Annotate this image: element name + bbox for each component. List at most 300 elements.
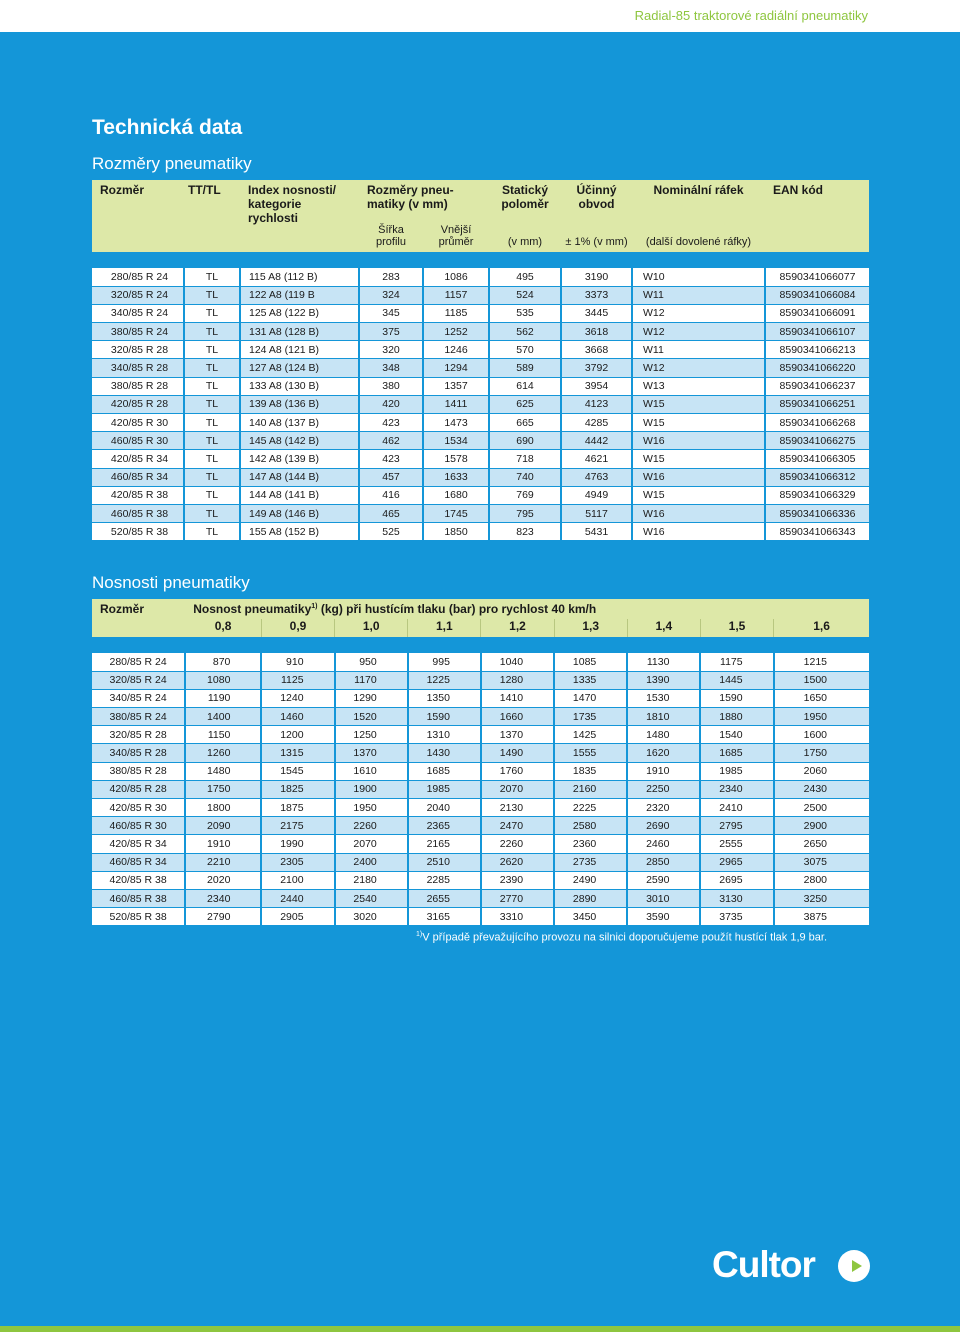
cell-load: 1430 [408,744,481,762]
cell-index: 142 A8 (139 B) [240,450,359,468]
cell-width: 416 [359,486,423,504]
cell-load: 1260 [185,744,261,762]
header-dims: Rozměry pneu- matiky (v mm) [367,183,454,211]
cell-index: 127 A8 (124 B) [240,359,359,377]
cell-tt: TL [184,395,240,413]
cell-static-radius: 740 [489,468,561,486]
cell-ean: 8590341066312 [765,468,869,486]
cell-load: 1040 [481,653,554,671]
load-capacity-table [92,599,869,926]
table-row [92,268,869,286]
cell-width: 457 [359,468,423,486]
header-effective-circumference: Účinný obvod [576,183,617,211]
pressure-header: 1,3 [554,619,627,637]
cell-rim: W12 [632,323,765,341]
table-row [92,432,869,450]
cell-tt: TL [184,377,240,395]
cell-load: 1310 [408,726,481,744]
table-row [92,523,869,541]
cell-width: 348 [359,359,423,377]
cell-load: 2690 [627,817,700,835]
table-row [92,450,869,468]
cell-load: 3010 [627,889,700,907]
cell-load: 3310 [481,908,554,926]
cell-size: 380/85 R 28 [92,377,184,395]
cell-size: 460/85 R 38 [92,889,185,907]
cell-size: 320/85 R 24 [92,286,184,304]
cell-load: 2590 [627,871,700,889]
cell-static-radius: 589 [489,359,561,377]
cell-effective-circumference: 3668 [561,341,632,359]
cell-tt: TL [184,468,240,486]
cell-width: 465 [359,504,423,522]
cell-effective-circumference: 3954 [561,377,632,395]
cell-static-radius: 524 [489,286,561,304]
cell-load: 1660 [481,708,554,726]
cell-load: 2850 [627,853,700,871]
cell-load: 1175 [700,653,773,671]
cell-width: 462 [359,432,423,450]
bottom-accent-bar [0,1326,960,1332]
cell-ean: 8590341066268 [765,414,869,432]
cell-load: 2400 [335,853,408,871]
cell-load: 2655 [408,889,481,907]
cell-load: 2620 [481,853,554,871]
cell-load: 1370 [335,744,408,762]
cell-load: 910 [261,653,334,671]
cell-index: 155 A8 (152 B) [240,523,359,541]
cell-load: 1950 [335,799,408,817]
cell-index: 139 A8 (136 B) [240,395,359,413]
cell-load: 2795 [700,817,773,835]
cell-load: 3130 [700,889,773,907]
cell-size: 380/85 R 28 [92,762,185,780]
cell-static-radius: 535 [489,304,561,322]
cell-load: 1480 [185,762,261,780]
cell-load: 1880 [700,708,773,726]
cell-load: 2340 [185,889,261,907]
cell-outer: 1252 [423,323,489,341]
table-row [92,323,869,341]
cell-load: 2905 [261,908,334,926]
table-row [92,286,869,304]
cell-load: 3735 [700,908,773,926]
cell-load: 2130 [481,799,554,817]
cell-effective-circumference: 4285 [561,414,632,432]
cell-static-radius: 562 [489,323,561,341]
cell-size: 460/85 R 34 [92,853,185,871]
cell-width: 380 [359,377,423,395]
cell-static-radius: 690 [489,432,561,450]
cell-load: 1315 [261,744,334,762]
cell-tt: TL [184,432,240,450]
pressure-header: 1,4 [627,619,700,637]
cell-width: 375 [359,323,423,341]
cell-load: 1685 [408,762,481,780]
table-row [92,468,869,486]
cell-size: 520/85 R 38 [92,908,185,926]
cell-load: 1810 [627,708,700,726]
cell-size: 460/85 R 30 [92,432,184,450]
cell-ean: 8590341066275 [765,432,869,450]
table-row [92,908,869,926]
cell-load: 2500 [774,799,869,817]
cell-size: 520/85 R 38 [92,523,184,541]
header-width: Šířka profilu [376,224,406,248]
cell-load: 2965 [700,853,773,871]
table-row [92,835,869,853]
cell-effective-circumference: 3190 [561,268,632,286]
cell-effective-circumference: 3792 [561,359,632,377]
cell-load: 2790 [185,908,261,926]
cell-load: 2020 [185,871,261,889]
cell-effective-circumference: 3618 [561,323,632,341]
cell-load: 1400 [185,708,261,726]
cell-size: 420/85 R 30 [92,414,184,432]
cell-load: 1490 [481,744,554,762]
cell-load: 1750 [185,780,261,798]
cell-load: 1280 [481,671,554,689]
table-row [92,853,869,871]
cell-load: 2650 [774,835,869,853]
cell-load: 2340 [700,780,773,798]
table-row [92,377,869,395]
cell-load: 1985 [408,780,481,798]
cell-outer: 1411 [423,395,489,413]
cell-width: 283 [359,268,423,286]
cell-static-radius: 718 [489,450,561,468]
cell-load: 2090 [185,817,261,835]
cell-load: 2175 [261,817,334,835]
cell-load: 3165 [408,908,481,926]
dimensions-table [92,180,869,541]
cell-size: 420/85 R 28 [92,395,184,413]
cell-load: 1470 [554,689,627,707]
cell-outer: 1473 [423,414,489,432]
cell-load: 1290 [335,689,408,707]
header-tt: TT/TL [188,183,221,197]
cultor-logo: Cultor [712,1244,872,1288]
cell-load: 2440 [261,889,334,907]
cell-load: 2160 [554,780,627,798]
cell-load: 3250 [774,889,869,907]
cell-load: 1425 [554,726,627,744]
cell-outer: 1578 [423,450,489,468]
cell-effective-circumference: 4123 [561,395,632,413]
cell-index: 125 A8 (122 B) [240,304,359,322]
cell-load: 3075 [774,853,869,871]
table-row [92,871,869,889]
cell-size: 340/85 R 24 [92,304,184,322]
cell-static-radius: 570 [489,341,561,359]
cell-load: 2320 [627,799,700,817]
cell-size: 460/85 R 30 [92,817,185,835]
cell-load: 1390 [627,671,700,689]
cell-size: 280/85 R 24 [92,268,184,286]
pressure-header: 1,6 [813,619,830,633]
table-row [92,395,869,413]
cell-load: 3875 [774,908,869,926]
cell-load: 2555 [700,835,773,853]
pressure-header: 1,1 [408,619,481,637]
document-header-title: Radial-85 traktorové radiální pneumatiky [634,8,868,23]
cell-load: 2890 [554,889,627,907]
cell-load: 1620 [627,744,700,762]
top-bar [0,0,960,32]
cell-load: 2490 [554,871,627,889]
cell-static-radius: 769 [489,486,561,504]
cell-rim: W16 [632,504,765,522]
load-header-row [92,599,869,619]
cell-ean: 8590341066084 [765,286,869,304]
load-header-title: Nosnost pneumatiky$^{1)}$ (kg) při hustícím tlaku (bar) pro rychlost 40 km/h [193,602,597,616]
cell-size: 420/85 R 34 [92,835,185,853]
cell-load: 995 [408,653,481,671]
cell-rim: W16 [632,432,765,450]
cell-load: 1215 [774,653,869,671]
cell-load: 1555 [554,744,627,762]
cell-load: 1835 [554,762,627,780]
cell-effective-circumference: 3445 [561,304,632,322]
cell-load: 2225 [554,799,627,817]
cell-load: 2210 [185,853,261,871]
table-row [92,414,869,432]
cell-width: 423 [359,414,423,432]
cell-load: 2250 [627,780,700,798]
cell-load: 1200 [261,726,334,744]
cell-static-radius: 614 [489,377,561,395]
cell-rim: W16 [632,523,765,541]
load-header-size: Rozměr [100,602,145,616]
cell-load: 2430 [774,780,869,798]
cell-load: 2540 [335,889,408,907]
cell-tt: TL [184,323,240,341]
table-row [92,780,869,798]
cell-width: 420 [359,395,423,413]
header-ean: EAN kód [773,183,824,197]
cell-load: 2470 [481,817,554,835]
table-row [92,504,869,522]
table-row [92,341,869,359]
cell-tt: TL [184,450,240,468]
cell-size: 320/85 R 28 [92,726,185,744]
header-index: Index nosnosti/ kategorie rychlosti [248,183,337,225]
cell-static-radius: 823 [489,523,561,541]
cell-load: 1410 [481,689,554,707]
cell-index: 149 A8 (146 B) [240,504,359,522]
cell-effective-circumference: 4763 [561,468,632,486]
table-row [92,799,869,817]
cell-load: 1685 [700,744,773,762]
cell-effective-circumference: 4621 [561,450,632,468]
cell-size: 340/85 R 28 [92,359,184,377]
cell-load: 2410 [700,799,773,817]
section-subtitle-dimensions: Rozměry pneumatiky [92,154,252,173]
cell-ean: 8590341066213 [765,341,869,359]
cell-load: 1610 [335,762,408,780]
cell-rim: W15 [632,414,765,432]
cell-load: 2770 [481,889,554,907]
cell-tt: TL [184,414,240,432]
cell-load: 1875 [261,799,334,817]
cell-load: 2285 [408,871,481,889]
cell-load: 3590 [627,908,700,926]
cell-load: 2365 [408,817,481,835]
table-row [92,689,869,707]
cell-tt: TL [184,523,240,541]
cell-tt: TL [184,286,240,304]
cell-static-radius: 795 [489,504,561,522]
cell-load: 1530 [627,689,700,707]
section-title-technical-data: Technická data [92,116,243,139]
cell-load: 2360 [554,835,627,853]
cell-effective-circumference: 5117 [561,504,632,522]
table-row [92,889,869,907]
header-size: Rozměr [100,183,145,197]
cell-outer: 1633 [423,468,489,486]
cell-size: 460/85 R 34 [92,468,184,486]
cell-ean: 8590341066091 [765,304,869,322]
cell-load: 1990 [261,835,334,853]
cell-outer: 1086 [423,268,489,286]
cell-ean: 8590341066336 [765,504,869,522]
cell-load: 2060 [774,762,869,780]
cell-tt: TL [184,268,240,286]
table-row [92,817,869,835]
cell-rim: W16 [632,468,765,486]
cell-size: 460/85 R 38 [92,504,184,522]
cell-load: 2390 [481,871,554,889]
cultor-logo-mark-icon [838,1250,870,1282]
cell-size: 420/85 R 30 [92,799,185,817]
load-pressure-row [92,619,869,637]
cell-size: 420/85 R 38 [92,871,185,889]
cell-load: 1750 [774,744,869,762]
cell-size: 420/85 R 28 [92,780,185,798]
cell-load: 2900 [774,817,869,835]
pressure-header: 0,9 [261,619,334,637]
cell-load: 3020 [335,908,408,926]
cell-index: 115 A8 (112 B) [240,268,359,286]
cell-width: 345 [359,304,423,322]
cell-static-radius: 665 [489,414,561,432]
cell-ean: 8590341066343 [765,523,869,541]
cell-index: 145 A8 (142 B) [240,432,359,450]
cell-size: 320/85 R 24 [92,671,185,689]
cell-width: 320 [359,341,423,359]
cell-ean: 8590341066077 [765,268,869,286]
cell-load: 1600 [774,726,869,744]
cell-load: 1170 [335,671,408,689]
cell-load: 2165 [408,835,481,853]
cell-load: 2695 [700,871,773,889]
cell-rim: W11 [632,341,765,359]
cell-load: 1520 [335,708,408,726]
table-row [92,708,869,726]
cell-index: 131 A8 (128 B) [240,323,359,341]
cell-load: 1335 [554,671,627,689]
cell-size: 380/85 R 24 [92,708,185,726]
cell-width: 525 [359,523,423,541]
cell-load: 1950 [774,708,869,726]
cell-size: 340/85 R 28 [92,744,185,762]
cell-load: 950 [335,653,408,671]
cell-load: 1650 [774,689,869,707]
cell-rim: W15 [632,395,765,413]
cell-size: 340/85 R 24 [92,689,185,707]
header-static-radius: Statický poloměr [501,183,549,211]
cell-load: 1735 [554,708,627,726]
cell-ean: 8590341066237 [765,377,869,395]
cell-outer: 1534 [423,432,489,450]
cell-load: 1545 [261,762,334,780]
header-static-unit: (v mm) [507,236,543,248]
cell-load: 2070 [481,780,554,798]
cell-size: 380/85 R 24 [92,323,184,341]
cell-load: 1085 [554,653,627,671]
cell-load: 1150 [185,726,261,744]
cell-static-radius: 625 [489,395,561,413]
cell-rim: W11 [632,286,765,304]
cell-effective-circumference: 3373 [561,286,632,304]
cell-tt: TL [184,304,240,322]
cell-load: 2800 [774,871,869,889]
cell-load: 2100 [261,871,334,889]
cell-load: 1900 [335,780,408,798]
cell-load: 1125 [261,671,334,689]
table-row [92,486,869,504]
cell-load: 1240 [261,689,334,707]
cell-effective-circumference: 5431 [561,523,632,541]
cell-load: 2070 [335,835,408,853]
cell-index: 124 A8 (121 B) [240,341,359,359]
cell-load: 1590 [408,708,481,726]
cell-rim: W12 [632,359,765,377]
table-row [92,359,869,377]
cell-load: 2180 [335,871,408,889]
cell-tt: TL [184,486,240,504]
cell-outer: 1157 [423,286,489,304]
cell-rim: W13 [632,377,765,395]
pressure-header: 1,5 [700,619,773,637]
cell-ean: 8590341066107 [765,323,869,341]
dimensions-header-row [92,180,869,220]
cell-load: 1985 [700,762,773,780]
cell-index: 133 A8 (130 B) [240,377,359,395]
cell-load: 2260 [481,835,554,853]
cell-static-radius: 495 [489,268,561,286]
header-rim: Nominální ráfek [653,183,744,197]
cell-load: 1540 [700,726,773,744]
cell-load: 1250 [335,726,408,744]
cell-index: 144 A8 (141 B) [240,486,359,504]
pressure-header: 1,2 [481,619,554,637]
cell-tt: TL [184,504,240,522]
cell-load: 1910 [185,835,261,853]
cell-load: 1590 [700,689,773,707]
table-row [92,671,869,689]
cell-ean: 8590341066251 [765,395,869,413]
cell-rim: W15 [632,450,765,468]
cell-load: 1480 [627,726,700,744]
cell-load: 2460 [627,835,700,853]
cell-ean: 8590341066305 [765,450,869,468]
cell-outer: 1294 [423,359,489,377]
table-row [92,744,869,762]
header-eff-unit: ± 1% (v mm) [565,236,628,248]
cell-outer: 1357 [423,377,489,395]
cell-load: 1760 [481,762,554,780]
